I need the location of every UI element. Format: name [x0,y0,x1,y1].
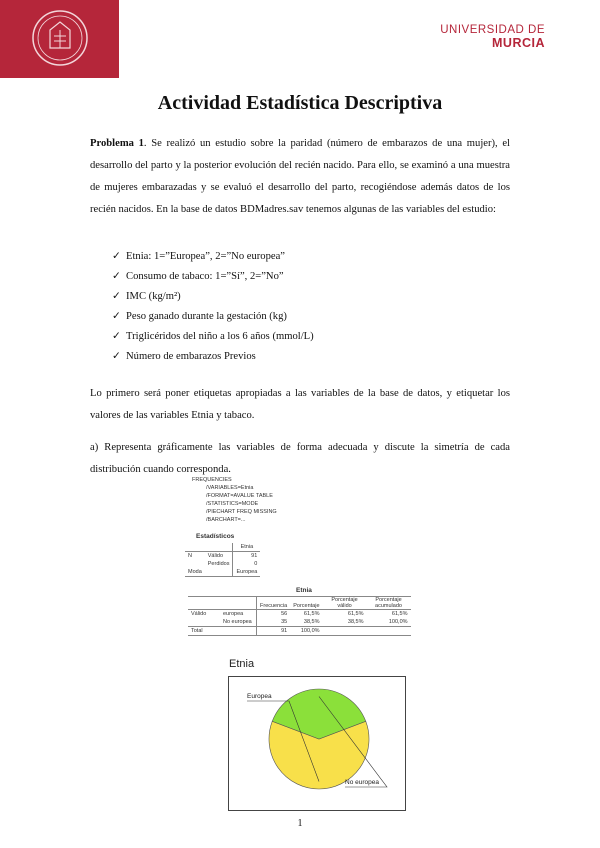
university-logo [433,24,545,50]
pct-header: Porcentaje [290,597,322,610]
stats-table-title: Estadísticos [196,533,235,540]
frequency-table [188,596,411,636]
list-item [112,267,314,287]
checkmark-icon: ✓ [112,271,121,282]
list-item [112,287,314,307]
checkmark-icon: ✓ [112,251,121,262]
pie-label: No europea [345,779,379,786]
valid-label: Válido [207,553,224,559]
list-item [112,327,314,347]
cum-pct-header: Porcentaje acumulado [367,597,411,610]
seal-emblem-icon [32,8,88,68]
valid-value: 91 [233,552,260,561]
freq-header: Frecuencia [257,597,291,610]
list-item [112,347,314,367]
mode-value: Europea [233,568,260,577]
mode-label: Moda [188,569,202,575]
checkmark-icon: ✓ [112,331,121,342]
row-label: No europea [223,619,252,625]
list-item-text: Consumo de tabaco: 1=”Sí”, 2=”No” [126,271,284,282]
total-freq: 91 [257,627,291,636]
row-freq: 56 [257,610,291,619]
n-label: N [188,553,192,559]
page-number: 1 [297,818,303,829]
labels-paragraph: Lo primero será poner etiquetas apropiadas a las variables de la base de datos, y etiquetar los valores de las variables Etnia y tabaco. [90,388,510,421]
row-pct: 61,5% [303,611,320,617]
freq-table-title: Etnia [296,587,312,594]
university-name-line2: MURCIA [492,36,545,50]
problem-paragraph [90,133,510,221]
syntax-line: /FORMAT=AVALUE TABLE [206,493,273,499]
university-seal [0,0,119,78]
missing-value: 0 [233,560,260,568]
stats-column-header: Etnia [233,543,260,552]
row-label: europea [223,611,244,617]
checkmark-icon: ✓ [112,311,121,322]
spss-syntax [192,476,277,524]
syntax-line: /VARIABLES=Etnia [206,485,254,491]
list-item [112,247,314,267]
syntax-line: FREQUENCIES [192,477,232,483]
row-cum: 100,0% [388,619,408,625]
question-a: a) Representa gráficamente las variables de forma adecuada y discute la simetría de cada distribución cuando corresponda. [90,442,510,475]
valid-pct-header: Porcentaje válido [323,597,367,610]
problem-text: . Se realizó un estudio sobre la paridad (número de embarazos de una mujer), el desarrollo del parto y la posterior evolución del recién nacido. Para ello, se examinó a una muestra de mujeres embarazadas y se evaluó el desarrollo del parto, recogiéndose además datos de los recién nacidos. En la base de datos BDMadres.sav tenemos algunas de las variables del estudio: [90,138,510,215]
row-valid: 61,5% [347,611,364,617]
missing-label: Perdidos [207,561,230,567]
row-freq: 35 [257,618,291,627]
table-row [188,627,411,636]
problem-label: Problema 1 [90,138,144,149]
syntax-line: /PIECHART FREQ MISSING [206,509,277,515]
total-label: Total [188,627,220,636]
row-pct: 38,5% [303,619,320,625]
row-cum: 61,5% [391,611,408,617]
variables-list [112,247,314,367]
page-title: Actividad Estadística Descriptiva [157,92,443,114]
list-item-text: Número de embarazos Previos [126,351,256,362]
pie-chart-frame [228,676,406,811]
syntax-line: /STATISTICS=MODE [206,501,259,507]
list-item-text: Etnia: 1=”Europea”, 2=”No europea” [126,251,286,262]
list-item [112,307,314,327]
table-row [188,610,411,619]
pie-label: Europea [247,693,272,700]
list-item-text: Triglicéridos del niño a los 6 años (mmol/L) [126,331,314,342]
stats-table [185,543,260,577]
row-valid: 38,5% [347,619,364,625]
total-pct: 100,0% [290,627,322,636]
checkmark-icon: ✓ [112,351,121,362]
list-item-text: Peso ganado durante la gestación (kg) [126,311,287,322]
syntax-line: /BARCHART=... [206,517,246,523]
checkmark-icon: ✓ [112,291,121,302]
list-item-text: IMC (kg/m²) [126,291,181,302]
valid-group-label: Válido [191,611,207,617]
chart-title: Etnia [229,658,255,670]
university-name-line1: UNIVERSIDAD DE [440,24,545,36]
table-row [188,618,411,627]
pie-chart [229,677,405,810]
